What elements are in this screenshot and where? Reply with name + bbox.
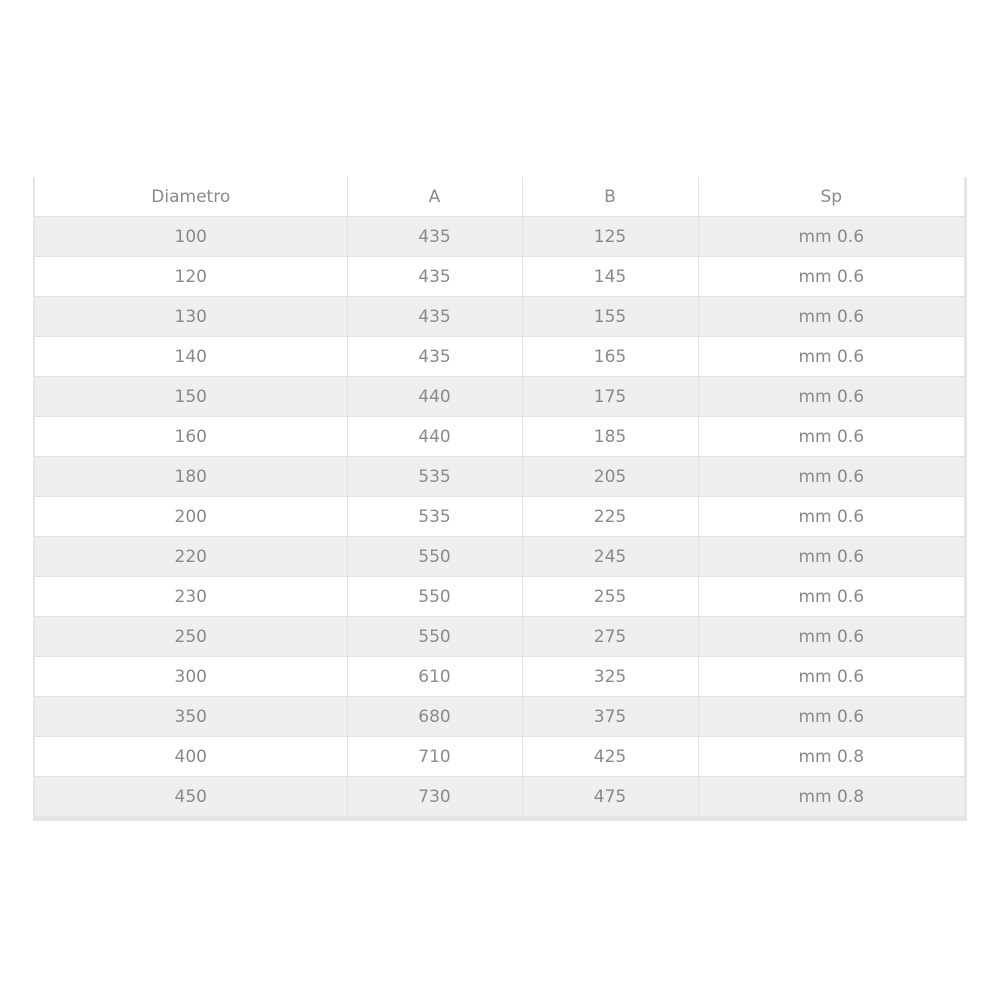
a-cell: 680	[347, 697, 522, 737]
b-cell: 165	[522, 337, 698, 377]
b-cell: 275	[522, 617, 698, 657]
table-body	[35, 217, 964, 817]
table-row	[35, 697, 964, 737]
b-cell: 375	[522, 697, 698, 737]
sp-cell: mm 0.6	[698, 497, 964, 537]
header-sp: Sp	[698, 177, 964, 217]
sp-cell: mm 0.8	[798, 786, 865, 807]
a-cell: 535	[347, 457, 522, 497]
b-cell: 325	[522, 657, 698, 697]
table-row	[35, 257, 964, 297]
a-cell: 435	[347, 257, 522, 297]
diametro-cell: 130	[35, 297, 347, 337]
b-cell: 205	[522, 457, 698, 497]
b-cell: 255	[522, 577, 698, 617]
b-cell: 175	[522, 377, 698, 417]
table-row	[35, 457, 964, 497]
sp-cell: mm 0.6	[698, 257, 964, 297]
diametro-cell: 250	[35, 617, 347, 657]
a-cell: 440	[347, 417, 522, 457]
sp-cell: mm 0.6	[698, 457, 964, 497]
b-cell: 145	[522, 257, 698, 297]
sp-cell: mm 0.6	[698, 697, 964, 737]
diametro-cell: 180	[35, 457, 347, 497]
a-cell: 710	[347, 737, 522, 777]
sp-cell: mm 0.6	[698, 577, 964, 617]
sp-cell: mm 0.6	[698, 297, 964, 337]
b-cell: 125	[522, 217, 698, 257]
table-row	[35, 737, 964, 777]
a-cell: 435	[347, 337, 522, 377]
table-row	[35, 417, 964, 457]
b-cell: 185	[522, 417, 698, 457]
diametro-cell: 300	[35, 657, 347, 697]
diametro-cell: 450	[35, 777, 347, 817]
a-cell: 435	[347, 217, 522, 257]
table-row	[35, 617, 964, 657]
dimensions-table	[35, 177, 964, 816]
diametro-cell: 160	[35, 417, 347, 457]
table-row	[35, 297, 964, 337]
table-row	[35, 657, 964, 697]
table-header-row	[35, 177, 964, 217]
diametro-cell: 350	[35, 697, 347, 737]
table-row	[35, 217, 964, 257]
sp-cell: mm 0.6	[698, 537, 964, 577]
table-row	[35, 497, 964, 537]
a-cell: 435	[347, 297, 522, 337]
table-row	[35, 377, 964, 417]
diametro-cell: 150	[35, 377, 347, 417]
dimensions-table-container	[33, 177, 967, 821]
a-cell: 535	[347, 497, 522, 537]
diametro-cell: 220	[35, 537, 347, 577]
sp-cell: mm 0.8	[698, 737, 964, 777]
table-row	[35, 777, 964, 817]
header-diametro: Diametro	[35, 177, 347, 217]
diametro-cell: 120	[35, 257, 347, 297]
diametro-cell: 200	[35, 497, 347, 537]
diametro-cell: 400	[35, 737, 347, 777]
diametro-cell: 100	[35, 217, 347, 257]
sp-cell: mm 0.6	[698, 657, 964, 697]
a-cell: 730	[347, 777, 522, 817]
a-cell: 440	[347, 377, 522, 417]
b-cell: 425	[522, 737, 698, 777]
sp-cell: mm 0.6	[698, 337, 964, 377]
a-cell: 550	[347, 617, 522, 657]
diametro-cell: 140	[35, 337, 347, 377]
table-row	[35, 537, 964, 577]
header-b: B	[522, 177, 698, 217]
b-cell: 475	[522, 777, 698, 817]
sp-cell: mm 0.6	[698, 217, 964, 257]
a-cell: 550	[347, 577, 522, 617]
sp-cell: mm 0.6	[698, 617, 964, 657]
b-cell: 155	[522, 297, 698, 337]
sp-cell: mm 0.6	[698, 417, 964, 457]
b-cell: 225	[522, 497, 698, 537]
diametro-cell: 230	[35, 577, 347, 617]
a-cell: 610	[347, 657, 522, 697]
sp-cell: mm 0.6	[698, 377, 964, 417]
table-row	[35, 337, 964, 377]
table-row	[35, 577, 964, 617]
b-cell: 245	[522, 537, 698, 577]
header-a: A	[347, 177, 522, 217]
a-cell: 550	[347, 537, 522, 577]
